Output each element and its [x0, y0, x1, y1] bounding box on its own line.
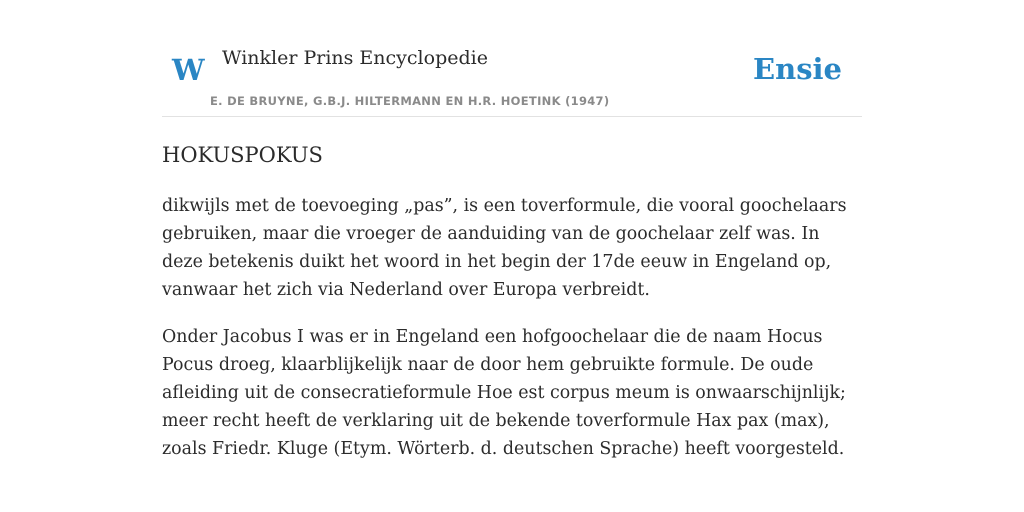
- publication-title[interactable]: Winkler Prins Encyclopedie: [222, 47, 488, 69]
- authors-line: E. DE BRUYNE, G.B.J. HILTERMANN EN H.R. HOETINK (1947): [210, 94, 610, 108]
- header: [162, 0, 862, 117]
- ensie-logo[interactable]: Ensie: [753, 52, 842, 86]
- entry-paragraph-1: dikwijls met de toevoeging „pas”, is een toverformule, die vooral goochelaars gebruiken, maar die vroeger de aanduiding van de goochelaar zelf was. In deze betekenis duikt het woord in het begin der 17de eeuw in Engeland op, vanwaar het zich via Nederland over Europa verbreidt.: [162, 196, 847, 300]
- publication-logo[interactable]: W: [172, 53, 205, 87]
- entry-title: HOKUSPOKUS: [162, 143, 323, 167]
- page-container: [162, 0, 862, 459]
- entry-paragraph-2: Onder Jacobus I was er in Engeland een hofgoochelaar die de naam Hocus Pocus droeg, klaarblijkelijk naar de door hem gebruikte formule. De oude afleiding uit de consecratieformule Hoe est corpus meum is onwaarschijnlijk; meer recht heeft de verklaring uit de bekende toverformule Hax pax (max), zoals Friedr. Kluge (Etym. Wörterb. d. deutschen Sprache) heeft voorgesteld.: [162, 327, 846, 459]
